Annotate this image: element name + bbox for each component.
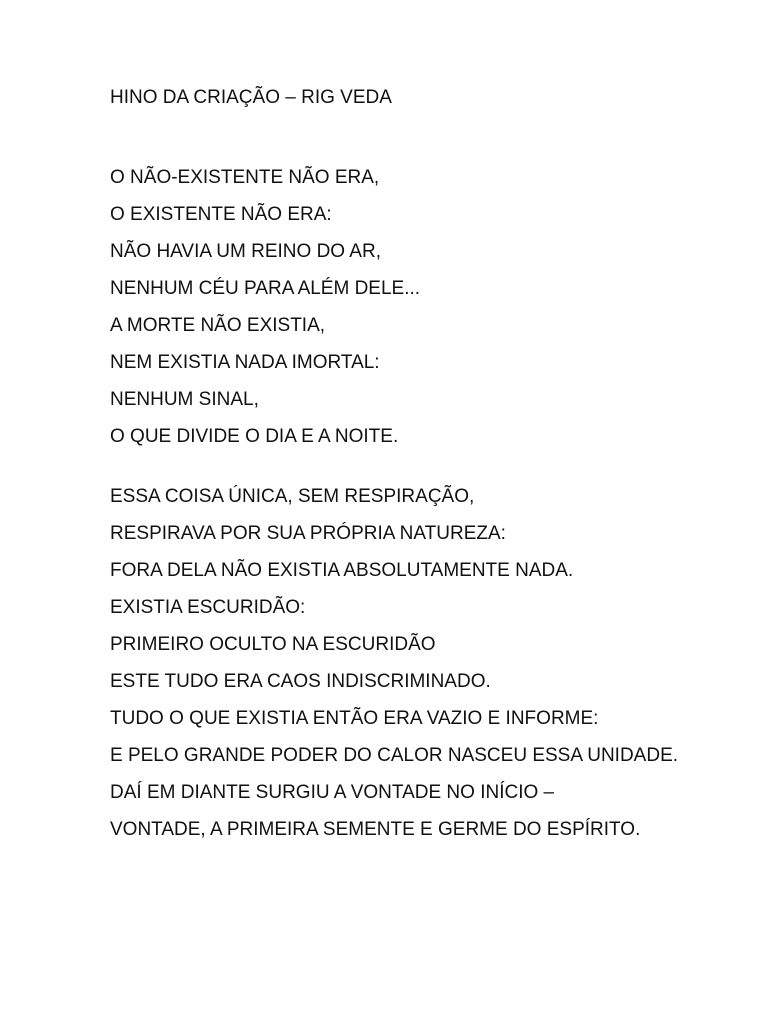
- verse-line: PRIMEIRO OCULTO NA ESCURIDÃO: [110, 634, 436, 655]
- verse-line: NENHUM CÉU PARA ALÉM DELE...: [110, 278, 421, 299]
- verse-line: NEM EXISTIA NADA IMORTAL:: [110, 352, 380, 373]
- verse-line: ESTE TUDO ERA CAOS INDISCRIMINADO.: [110, 671, 491, 692]
- stanza-2: [110, 485, 730, 842]
- verse-line: DAÍ EM DIANTE SURGIU A VONTADE NO INÍCIO –: [110, 782, 555, 803]
- verse-line: TUDO O QUE EXISTIA ENTÃO ERA VAZIO E INFORME:: [110, 708, 599, 729]
- verse-line: VONTADE, A PRIMEIRA SEMENTE E GERME DO ESPÍRITO.: [110, 819, 641, 840]
- verse-line: ESSA COISA ÚNICA, SEM RESPIRAÇÃO,: [110, 486, 475, 507]
- verse-line: FORA DELA NÃO EXISTIA ABSOLUTAMENTE NADA.: [110, 560, 574, 581]
- stanza-1: [110, 166, 730, 449]
- verse-line: RESPIRAVA POR SUA PRÓPRIA NATUREZA:: [110, 523, 506, 544]
- verse-line: O EXISTENTE NÃO ERA:: [110, 204, 332, 225]
- document-title: HINO DA CRIAÇÃO – RIG VEDA: [110, 87, 392, 108]
- verse-line: NENHUM SINAL,: [110, 389, 259, 410]
- verse-line: O NÃO-EXISTENTE NÃO ERA,: [110, 167, 380, 188]
- verse-line: O QUE DIVIDE O DIA E A NOITE.: [110, 426, 399, 447]
- verse-line: NÃO HAVIA UM REINO DO AR,: [110, 241, 381, 262]
- document-page: [110, 86, 730, 878]
- verse-line: EXISTIA ESCURIDÃO:: [110, 597, 306, 618]
- verse-line: E PELO GRANDE PODER DO CALOR NASCEU ESSA UNIDADE.: [110, 745, 679, 766]
- verse-line: A MORTE NÃO EXISTIA,: [110, 315, 326, 336]
